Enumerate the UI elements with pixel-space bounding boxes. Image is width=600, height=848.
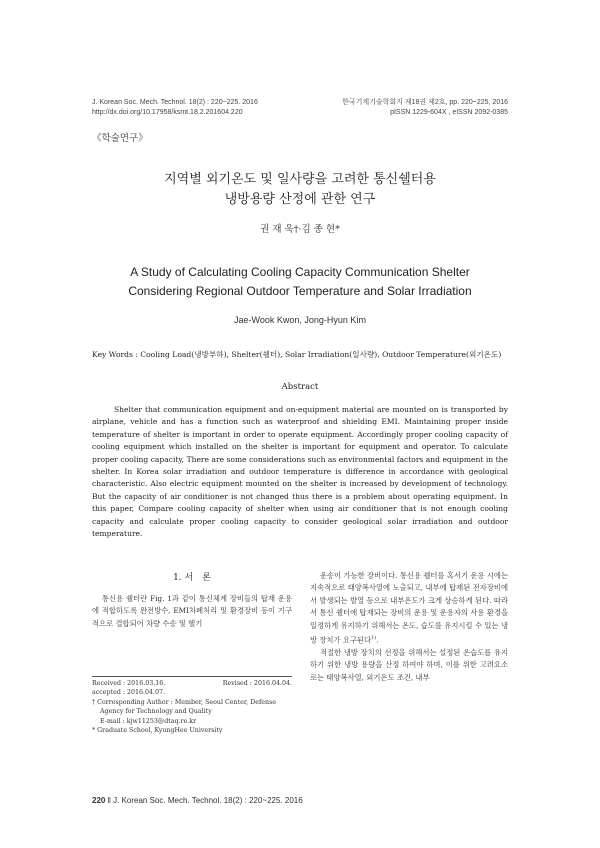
received-date: Received : 2016.03.16. <box>92 680 166 687</box>
journal-citation: J. Korean Soc. Mech. Technol. 18(2) : 220~225. 2016 <box>92 99 258 106</box>
accepted-date: accepted : 2016.04.07. <box>92 689 166 697</box>
keywords: Key Words : Cooling Load(냉방부하), Shelter(쉘터), Solar Irradiation(일사량), Outdoor Temperature(외기온도) <box>92 350 502 359</box>
issn-info: pISSN 1229-604X , eISSN 2092-0385 <box>390 109 508 116</box>
author-email[interactable]: E-mail : kjw11253@dtaq.re.kr <box>100 717 197 725</box>
doi-link[interactable]: http://dx.doi.org/10.17958/ksmt.18.2.201604.220 <box>92 109 243 116</box>
page-number: 220 <box>92 796 106 805</box>
received-revised-row <box>92 679 292 688</box>
intro-paragraph-right-1-text: 운송이 가능한 장비이다. 통신용 쉘터를 혹서기 운용 시에는 지속적으로 태양복사열에 노출되고, 내부에 탑재된 전자장비에서 발생되는 발열 등으로 내부온도가 크게 상승하게 된다. 따라서 통신 쉘터에 탑재되는 장비의 운용 및 운용자의 사용 환경을 일정하게 유지하기 위해서는 온도, 습도를 유지시킬 수 있는 냉방 장치가 요구된다 <box>310 571 508 645</box>
abstract-text: Shelter that communication equipment and on-equipment material are mounted on is transported by airplane, vehicle and has a function such as waterproof and shielding EMI. Maintaining proper inside temperature of shelter is important in order to operate equipment. Accordingly proper cooling capacity of cooling equipment which installed on the shelter is important for equipment and operator. To calculate proper cooling capacity, There are some considerations such as environmental factors and equipment in the shelter. In Korea solar irradiation and outdoor temperature is difference in accordance with geological characteristic. Also electric equipment mounted on the shelter is increased by development of technology. But the capacity of air conditioner is not changed thus there is a problem about operating equipment. In this paper, Compare cooling capacity of shelter when using air conditioner that is not enough cooling capacity and calculate proper cooling capacity to consider geological solar irradiation and outdoor temperature. <box>92 405 508 539</box>
abstract-heading: Abstract <box>281 382 319 392</box>
korean-authors: 권 재 욱†·김 종 현* <box>260 224 340 235</box>
article-category: 《학술연구》 <box>92 133 148 144</box>
korean-title <box>0 170 600 210</box>
english-title-line2: Considering Regional Outdoor Temperature and Solar Irradiation <box>128 284 472 298</box>
intro-paragraph-right-1-end: . <box>376 635 379 645</box>
journal-header-right <box>342 98 508 118</box>
graduate-affiliation: * Graduate School, KyungHee University <box>92 727 223 735</box>
korean-title-line1: 지역별 외기온도 및 일사량을 고려한 통신쉘터용 <box>164 172 436 187</box>
english-title-line1: A Study of Calculating Cooling Capacity Communication Shelter <box>130 265 470 279</box>
intro-paragraph-left: 통신용 쉘터란 Fig. 1과 같이 통신체계 장비들의 탑재 운용에 적합하도록 완전방수, EMI차폐처리 및 환경장비 등이 기구적으로 결합되어 차량 수송 및 헬기 <box>92 594 292 628</box>
left-column <box>92 570 292 630</box>
section-heading-introduction: 1. 서 론 <box>173 573 211 583</box>
right-column <box>310 570 508 684</box>
corresponding-author-line2: Agency for Technology and Quality <box>100 708 212 716</box>
revised-date: Revised : 2016.04.04. <box>222 680 292 687</box>
footer-separator: ‖ <box>107 796 111 805</box>
reference-marker[interactable]: 1) <box>371 635 377 642</box>
corresponding-author-line1: † Corresponding Author : Member, Seoul Center, Defense <box>92 698 277 706</box>
intro-paragraph-right-2: 적절한 냉방 장치의 선정을 위해서는 설정된 온습도를 유지하기 위한 냉방 용량을 산정 하여야 하며, 이를 위한 고려요소로는 태양복사열, 외기온도 조건, 내부 <box>310 647 508 682</box>
intro-paragraph-right-1 <box>310 570 508 647</box>
page-footer <box>92 796 303 805</box>
korean-title-line2: 냉방용량 산정에 관한 연구 <box>224 192 376 207</box>
footer-citation: J. Korean Soc. Mech. Technol. 18(2) : 220~225. 2016 <box>113 796 303 805</box>
journal-header-left <box>92 98 258 118</box>
english-title <box>0 263 600 301</box>
korean-journal-citation: 한국기계기술학회지 제18권 제2호, pp. 220~225, 2016 <box>342 99 508 106</box>
english-authors: Jae-Wook Kwon, Jong-Hyun Kim <box>234 315 366 325</box>
footnotes <box>92 676 292 735</box>
